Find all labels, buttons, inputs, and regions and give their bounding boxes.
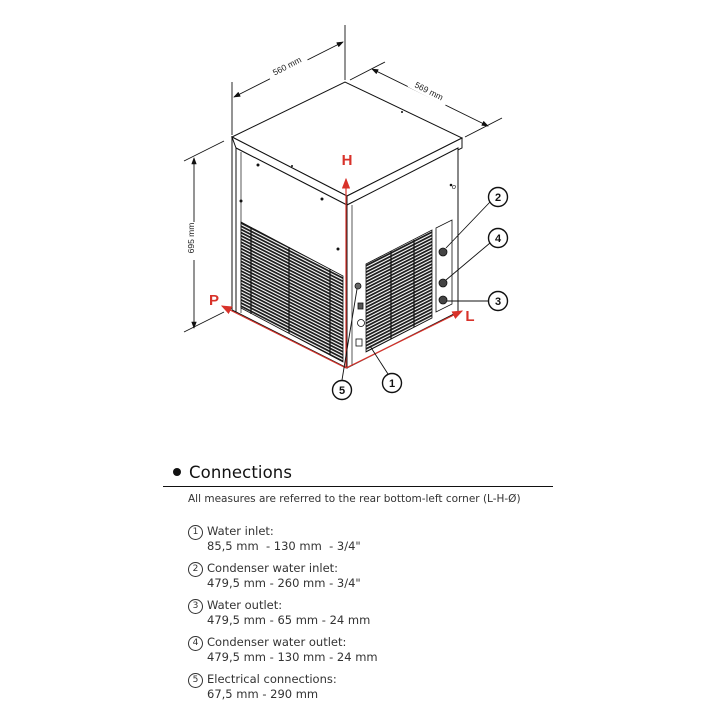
depth-dimension-label: 569 mm xyxy=(413,79,445,103)
section-title: Connections xyxy=(189,462,293,482)
connections-header xyxy=(163,458,553,486)
connection-value: 67,5 mm - 290 mm xyxy=(207,687,319,701)
callout-3: 3 xyxy=(494,296,502,308)
section-divider xyxy=(163,486,553,487)
l-axis-label: L xyxy=(465,308,475,325)
water-outlet-fitting xyxy=(439,296,447,304)
ice-machine-body xyxy=(232,79,462,368)
connection-value: 479,5 mm - 65 mm - 24 mm xyxy=(207,613,371,627)
p-axis-label: P xyxy=(208,292,220,309)
connection-label: Condenser water outlet: xyxy=(207,635,347,649)
circled-number-icon: 1 xyxy=(188,525,203,540)
circled-number-icon: 3 xyxy=(188,599,203,614)
connection-value: 85,5 mm - 130 mm - 3/4" xyxy=(207,539,361,553)
h-axis-label: H xyxy=(341,152,353,169)
connections-section xyxy=(163,458,553,701)
connection-label: Water inlet: xyxy=(207,524,274,538)
height-dimension-label: 695 mm xyxy=(186,222,196,254)
connection-label: Water outlet: xyxy=(207,598,283,612)
callout-5: 5 xyxy=(338,385,346,397)
callout-1: 1 xyxy=(388,378,396,390)
width-dimension-label: 560 mm xyxy=(271,54,303,78)
electrical-connection-fitting xyxy=(355,283,361,289)
reference-note: All measures are referred to the rear bottom-left corner (L-H-Ø) xyxy=(188,493,521,505)
condenser-water-outlet-fitting xyxy=(439,279,447,287)
callout-4: 4 xyxy=(494,233,502,245)
circled-number-icon: 5 xyxy=(188,673,203,688)
connection-label: Electrical connections: xyxy=(207,672,337,686)
connection-label: Condenser water inlet: xyxy=(207,561,339,575)
connection-value: 479,5 mm - 130 mm - 24 mm xyxy=(207,650,378,664)
svg-text:o: o xyxy=(452,184,456,191)
circled-number-icon: 4 xyxy=(188,636,203,651)
circled-number-icon: 2 xyxy=(188,562,203,577)
condenser-water-inlet-fitting xyxy=(439,248,447,256)
connection-value: 479,5 mm - 260 mm - 3/4" xyxy=(207,576,361,590)
callout-2: 2 xyxy=(494,192,502,204)
bullet-icon xyxy=(173,468,181,476)
